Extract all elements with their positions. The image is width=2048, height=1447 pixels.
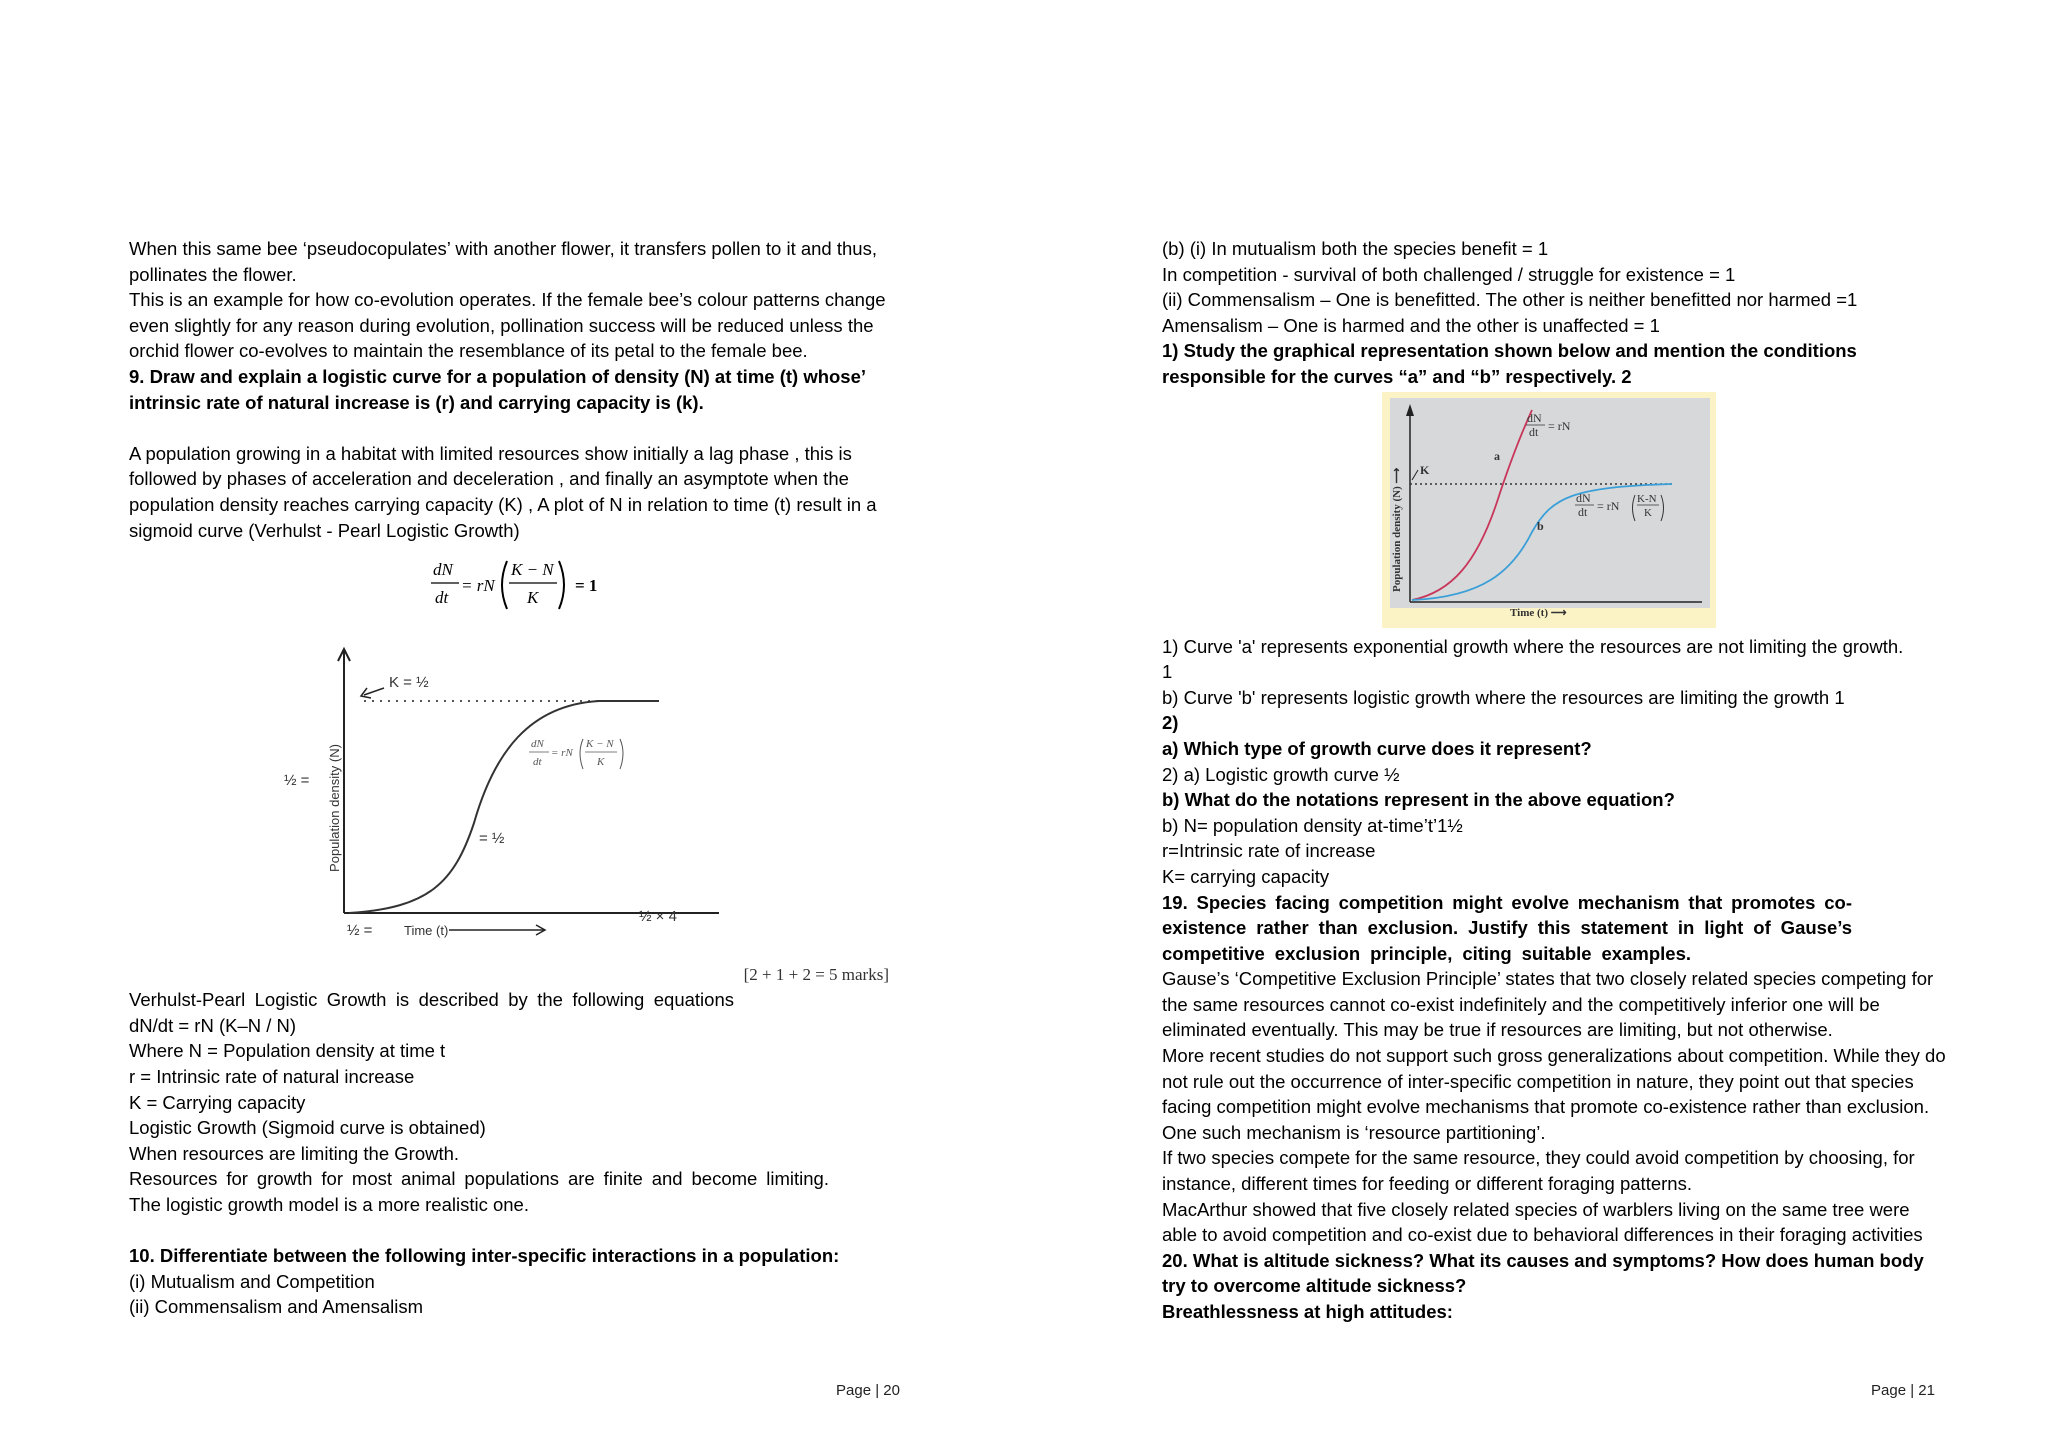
x-end-label: ½ × 4 <box>639 908 677 926</box>
answer-10-line: Amensalism – One is harmed and the other is unaffected = 1 <box>1162 314 1660 336</box>
answer-19-line: MacArthur showed that five closely related species of warblers living on the same tree were <box>1162 1198 1910 1220</box>
para-3-line: Verhulst-Pearl Logistic Growth is described by the following equations <box>129 989 734 1011</box>
answer-2b-line: K= carrying capacity <box>1162 865 1330 887</box>
para-2-line: followed by phases of acceleration and deceleration , and finally an asymptote when the <box>129 468 849 490</box>
eq-KN: K − N <box>586 738 614 751</box>
eq-b-dt: dt <box>1578 504 1588 519</box>
answer-19-line: If two species compete for the same resource, they could avoid competition by choosing, for <box>1162 1147 1915 1169</box>
k-label: K <box>1420 462 1430 477</box>
para-2-line: population density reaches carrying capacity (K) , A plot of N in relation to time (t) result in a <box>129 493 877 515</box>
eq-dt: dt <box>435 588 449 608</box>
eq-a-dt: dt <box>1529 424 1539 439</box>
question-10: 10. Differentiate between the following inter-specific interactions in a population: <box>129 1245 840 1267</box>
question-10-item: (ii) Commensalism and Amensalism <box>129 1296 424 1318</box>
question-19: 19. Species facing competition might evolve mechanism that promotes co- <box>1162 891 1852 913</box>
para-4-line: Resources for growth for most animal populations are finite and become limiting. <box>129 1168 829 1190</box>
y-axis-label: Population density (N) ⟶ <box>1391 467 1403 592</box>
para-3-line: Logistic Growth (Sigmoid curve is obtained) <box>129 1117 486 1139</box>
curve-b-label: b <box>1537 518 1544 533</box>
left-page-column <box>129 236 889 1320</box>
eq-K: K <box>597 756 605 769</box>
logistic-curve-figure <box>199 643 839 963</box>
eq-dN: dN <box>433 560 453 580</box>
eq-b-rN: = rN <box>1597 498 1620 513</box>
eq-b-K: K <box>1644 506 1652 519</box>
answer-10-line: In competition - survival of both challenged / struggle for existence = 1 <box>1162 263 1736 285</box>
eq-a-dN: dN <box>1527 410 1542 425</box>
question-1: 1) Study the graphical representation shown below and mention the conditions <box>1162 340 1857 362</box>
right-page-column <box>1162 236 1952 1325</box>
answer-19-line: instance, different times for feeding or different foraging patterns. <box>1162 1173 1692 1195</box>
para-1-line: orchid flower co-evolves to maintain the resemblance of its petal to the female bee. <box>129 340 808 362</box>
para-3-line: K = Carrying capacity <box>129 1091 306 1113</box>
eq-mark: = 1 <box>575 576 598 596</box>
eq-K: K <box>527 588 539 608</box>
answer-10-line: (ii) Commensalism – One is benefitted. The other is neither benefitted nor harmed =1 <box>1162 289 1858 311</box>
logistic-equation <box>429 551 609 619</box>
question-20: try to overcome altitude sickness? <box>1162 1275 1467 1297</box>
eq-a-rN: = rN <box>1548 418 1571 433</box>
x-half-label: ½ = <box>347 922 373 940</box>
k-label: K = ½ <box>389 674 429 692</box>
curve-equation <box>529 738 623 769</box>
answer-1-line: 1) Curve 'a' represents exponential growth where the resources are not limiting the growth. <box>1162 635 1904 657</box>
eq-dN: dN <box>531 738 544 751</box>
question-10-item: (i) Mutualism and Competition <box>129 1270 375 1292</box>
curve-half-label: = ½ <box>479 830 505 848</box>
para-3-line: dN/dt = rN (K–N / N) <box>129 1014 297 1036</box>
answer-19-line: More recent studies do not support such gross generalizations about competition. While they do <box>1162 1045 1946 1067</box>
growth-curves-figure <box>1382 392 1716 628</box>
para-1-line: When this same bee ‘pseudocopulates’ with another flower, it transfers pollen to it and thus, <box>129 238 877 259</box>
question-2-number: 2) <box>1162 712 1179 734</box>
question-2a: a) Which type of growth curve does it represent? <box>1162 737 1592 759</box>
y-half-label: ½ = <box>284 772 310 790</box>
question-19: competitive exclusion principle, citing suitable examples. <box>1162 942 1691 964</box>
answer-2b-line: r=Intrinsic rate of increase <box>1162 840 1376 862</box>
marks-note: [2 + 1 + 2 = 5 marks] <box>743 965 889 985</box>
eq-rN: = rN <box>551 747 573 760</box>
answer-19-line: Gause’s ‘Competitive Exclusion Principle’ states that two closely related species competing for <box>1162 968 1934 990</box>
question-2b: b) What do the notations represent in the above equation? <box>1162 789 1675 811</box>
answer-1-line: b) Curve 'b' represents logistic growth where the resources are limiting the growth 1 <box>1162 686 1845 708</box>
para-1-line: pollinates the flower. <box>129 263 297 285</box>
answer-19-line: eliminated eventually. This may be true if resources are limiting, but not otherwise. <box>1162 1019 1833 1041</box>
para-3-line: Where N = Population density at time t <box>129 1040 446 1062</box>
answer-2b-line: b) N= population density at-time’t’1½ <box>1162 814 1463 836</box>
eq-b-KN: K-N <box>1637 492 1657 505</box>
para-1-line: This is an example for how co-evolution operates. If the female bee’s colour patterns change <box>129 289 886 311</box>
para-3-line: r = Intrinsic rate of natural increase <box>129 1065 415 1087</box>
answer-19-line: the same resources cannot co-exist indefinitely and the competitively inferior one will be <box>1162 993 1880 1015</box>
page-number-left: Page | 20 <box>836 1382 900 1399</box>
x-axis-label: Time (t) <box>404 923 449 939</box>
answer-19-line: One such mechanism is ‘resource partitioning’. <box>1162 1121 1546 1143</box>
answer-2a: 2) a) Logistic growth curve ½ <box>1162 763 1400 785</box>
para-4-line: The logistic growth model is a more realistic one. <box>129 1193 529 1215</box>
question-19: existence rather than exclusion. Justify this statement in light of Gause’s <box>1162 917 1852 939</box>
eq-dt: dt <box>533 756 542 769</box>
para-3-line: When resources are limiting the Growth. <box>129 1142 460 1164</box>
curve-a-label: a <box>1494 448 1500 463</box>
answer-1-line: 1 <box>1162 661 1173 683</box>
x-axis-label: Time (t) ⟶ <box>1510 606 1567 619</box>
eq-b-dN: dN <box>1576 490 1591 505</box>
answer-10-line: (b) (i) In mutualism both the species benefit = 1 <box>1162 238 1549 259</box>
question-20: Breathlessness at high attitudes: <box>1162 1301 1453 1322</box>
answer-19-line: facing competition might evolve mechanisms that promote co-existence rather than exclusion. <box>1162 1096 1930 1118</box>
question-1: responsible for the curves “a” and “b” respectively. 2 <box>1162 365 1632 387</box>
eq-KN: K − N <box>511 560 554 580</box>
para-1-line: even slightly for any reason during evolution, pollination success will be reduced unless the <box>129 314 874 336</box>
answer-19-line: able to avoid competition and co-exist due to behavioral differences in their foraging activities <box>1162 1224 1923 1246</box>
para-2-line: A population growing in a habitat with limited resources show initially a lag phase , this is <box>129 442 852 464</box>
question-9: intrinsic rate of natural increase is (r) and carrying capacity is (k). <box>129 391 704 413</box>
question-9: 9. Draw and explain a logistic curve for a population of density (N) at time (t) whose’ <box>129 365 867 387</box>
eq-rN: = rN <box>461 576 495 596</box>
y-axis-label: Population density (N) <box>327 744 342 873</box>
page-number-right: Page | 21 <box>1871 1382 1935 1399</box>
answer-19-line: not rule out the occurrence of inter-specific competition in nature, they point out that species <box>1162 1070 1914 1092</box>
question-20: 20. What is altitude sickness? What its causes and symptoms? How does human body <box>1162 1249 1924 1271</box>
para-2-line: sigmoid curve (Verhulst - Pearl Logistic Growth) <box>129 519 520 541</box>
